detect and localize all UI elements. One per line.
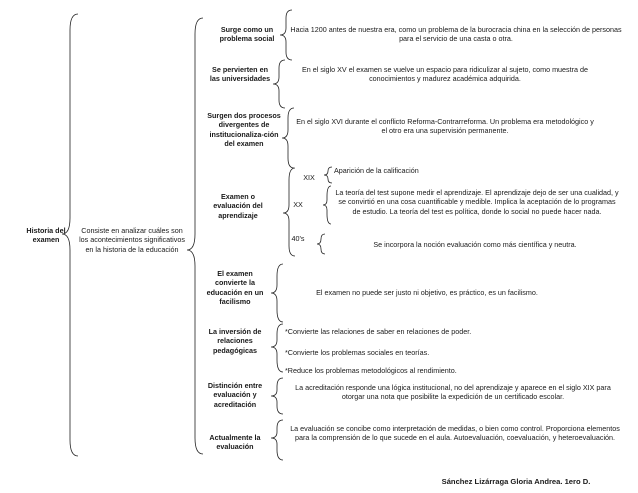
section-title: Distinción entre evaluación y acreditación: [207, 381, 263, 409]
section-brace-5: [271, 264, 283, 322]
author-credit: Sánchez Lizárraga Gloria Andrea. 1ero D.: [441, 477, 591, 486]
section-detail: *Convierte los problemas sociales en teorías.: [285, 348, 430, 357]
period-brace-3: [317, 234, 325, 254]
section-detail: La evaluación se concibe como interpretación de medidas, o bien como control. Proporciona elementos para la comprensión de lo que sucede en el aula. Autoevaluación, coevaluación, y heteroevaluación.: [290, 424, 620, 443]
section-title: Examen o evaluación del aprendizaje: [213, 192, 263, 220]
section-brace-2: [273, 60, 285, 108]
section-title: La inversión de relaciones pedagógicas: [208, 327, 262, 355]
period-label: 40's: [291, 234, 305, 243]
section-detail: En el siglo XVI durante el conflicto Reforma-Contrarreforma. Un problema era metodológico y el otro era una supervisión permanente.: [296, 117, 594, 136]
section-brace-8: [271, 420, 283, 460]
section-detail: *Reduce los problemas metodológicos al rendimiento.: [285, 366, 457, 375]
root-title: Historia del examen: [26, 226, 66, 245]
period-brace-1: [324, 167, 332, 183]
section-detail: En el siglo XV el examen se vuelve un espacio para ridiculizar al sujeto, como muestra de conocimientos y madurez académica adquirida.: [301, 65, 589, 84]
section-detail: La acreditación responde una lógica institucional, no del aprendizaje y aparece en el siglo XIX para otorgar una nota que posibilite la expedición de un certificado escolar.: [295, 383, 611, 402]
section-brace-7: [271, 378, 283, 414]
period-label: XIX: [303, 173, 315, 182]
section-brace-6: [271, 324, 283, 372]
section-brace-3: [282, 108, 294, 168]
period-text: La teoría del test supone medir el aprendizaje. El aprendizaje dejo de ser una cualidad, y se convirtió en una cosa cuantificable y medible. Implica la aceptación de lo programas de estudio. La teoría del test es política, donde lo social no puede hacer nada.: [335, 188, 619, 216]
section-detail: El examen no puede ser justo ni objetivo, es práctico, es un facilismo.: [316, 288, 538, 297]
period-text: Aparición de la calificación: [334, 166, 419, 175]
period-text: Se incorpora la noción evaluación como más científica y neutra.: [373, 240, 577, 249]
section-title: Surge como un problema social: [219, 25, 275, 44]
section-title: Actualmente la evaluación: [209, 433, 261, 452]
section-title: Se pervierten en las universidades: [209, 65, 271, 84]
period-label: XX: [293, 200, 303, 209]
period-brace-2: [323, 186, 331, 224]
root-description: Consiste en analizar cuáles son los acontecimientos significativos en la historia de la educación: [79, 226, 185, 254]
section-detail: *Convierte las relaciones de saber en relaciones de poder.: [285, 327, 472, 336]
section-title: Surgen dos procesos divergentes de institucionaliza-ción del examen: [207, 111, 281, 149]
section-detail: Hacia 1200 antes de nuestra era, como un problema de la burocracia china en la selección de personas para el servicio de una casta o otra.: [290, 25, 622, 44]
section-title: El examen convierte la educación en un facilismo: [206, 269, 264, 307]
main-brace: [187, 18, 203, 454]
